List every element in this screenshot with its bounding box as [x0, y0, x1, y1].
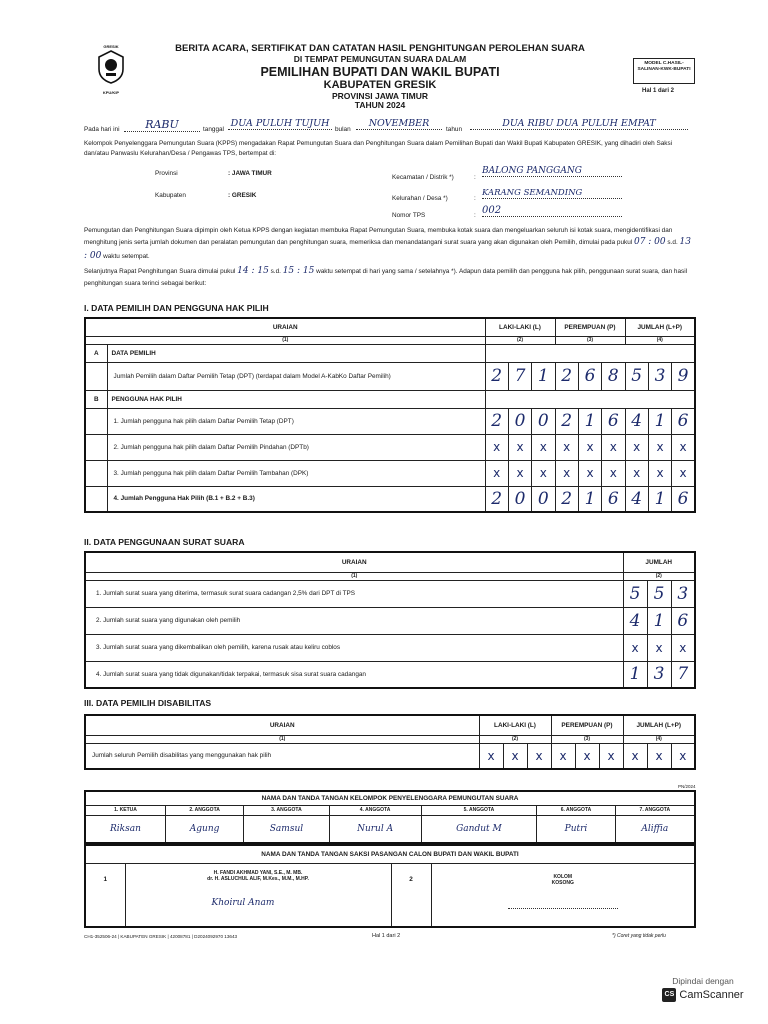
s1-b1-d5: 6 — [602, 408, 625, 434]
s1-b2-d2: x — [532, 434, 555, 460]
kpps-role-7: 7. ANGGOTA — [615, 805, 695, 815]
s3-num-3: (3) — [551, 735, 623, 743]
s2-r2-d0: 4 — [623, 607, 647, 634]
s1-b1-d3: 2 — [555, 408, 578, 434]
s1-b4-d8: 6 — [672, 486, 695, 512]
s2-r1-d1: 5 — [647, 580, 671, 607]
start-time-2: 14 : 15 — [237, 266, 269, 276]
s1-b2-d1: x — [508, 434, 531, 460]
saksi-2-no: 2 — [391, 863, 431, 927]
s1-num-3: (3) — [555, 336, 625, 344]
kelurahan-colon: : — [474, 195, 476, 202]
sd-2: s.d. — [270, 268, 281, 275]
kabupaten-label: Kabupaten — [155, 192, 186, 199]
end-time-2: 15 : 15 — [282, 266, 315, 276]
kpps-sig-7: Aliffia — [615, 815, 695, 843]
s3-d3: x — [551, 743, 575, 769]
s1-b2-d8: x — [672, 434, 695, 460]
tps-value: 002 — [482, 205, 622, 217]
footer-code: CH1-352506-24 | KABUPATEN GRESIK | 42008781 | D2024092970 13643 — [84, 934, 238, 939]
s2-row-4 — [85, 661, 695, 688]
s1-a-d0: 2 — [485, 362, 508, 390]
s3-col-p: PEREMPUAN (P) — [551, 715, 623, 735]
s1-b2-d5: x — [602, 434, 625, 460]
s1-a-d2: 1 — [532, 362, 555, 390]
s1-b3-d6: x — [625, 460, 648, 486]
s3-d4: x — [575, 743, 599, 769]
intro-tahun-value: DUA RIBU DUA PULUH EMPAT — [470, 118, 688, 130]
s3-d6: x — [623, 743, 647, 769]
intro-bulan-value: NOVEMBER — [356, 118, 442, 130]
kecamatan-colon: : — [474, 174, 476, 181]
logo-top-text: GRESIK — [103, 44, 119, 49]
intro-pada-hari-label: Pada hari ini — [84, 126, 120, 133]
s1-b-title: PENGGUNA HAK PILIH — [107, 390, 485, 408]
model-box: MODEL C.HASIL-SALINAN-KWK-BUPATI — [633, 58, 695, 84]
document-title — [150, 44, 610, 111]
s2-r4-d2: 7 — [671, 661, 695, 688]
provinsi-label: Provinsi — [155, 170, 178, 177]
kelurahan-label: Kelurahan / Desa *) — [392, 195, 448, 202]
s2-r3-d0: x — [623, 634, 647, 661]
body-para3b-text: waktu setempat di hari yang sama / setelahnya *). Adapun data pemilih dan pengguna hak pilih, penggunaan surat suara, dan hasil penghitungan suara terinci sebagai berikut: — [84, 268, 688, 287]
section-1-table — [84, 317, 696, 513]
section-3-table — [84, 714, 696, 770]
s1-b2-d6: x — [625, 434, 648, 460]
s1-b2-d3: x — [555, 434, 578, 460]
s1-code-a: A — [85, 344, 107, 362]
saksi-2-name-1: KOLOM — [553, 873, 573, 880]
s2-r3-d1: x — [647, 634, 671, 661]
s3-col-lp: JUMLAH (L+P) — [623, 715, 695, 735]
s1-b4-label: 4. Jumlah Pengguna Hak Pilih (B.1 + B.2 + B.3) — [107, 486, 485, 512]
s2-row-1 — [85, 580, 695, 607]
kpps-sig-2: Agung — [165, 815, 243, 843]
s1-b3-d2: x — [532, 460, 555, 486]
kpps-role-5: 5. ANGGOTA — [421, 805, 537, 815]
intro-tanggal-value: DUA PULUH TUJUH — [228, 118, 332, 130]
kpps-sig-5: Gandut M — [421, 815, 537, 843]
tps-label: Nomor TPS — [392, 212, 426, 219]
s1-row-b1 — [85, 408, 695, 434]
saksi-signature-title: NAMA DAN TANDA TANGAN SAKSI PASANGAN CALON BUPATI DAN WAKIL BUPATI — [85, 845, 695, 863]
s2-r2-d2: 6 — [671, 607, 695, 634]
tps-colon: : — [474, 212, 476, 219]
s1-b3-d1: x — [508, 460, 531, 486]
s2-r1-d2: 3 — [671, 580, 695, 607]
s1-a-d3: 2 — [555, 362, 578, 390]
kpps-role-3: 3. ANGGOTA — [244, 805, 329, 815]
s1-a-d7: 3 — [648, 362, 671, 390]
s1-b1-d7: 1 — [648, 408, 671, 434]
kpps-sig-1: Riksan — [85, 815, 165, 843]
s1-row-a — [85, 362, 695, 390]
s1-num-2: (2) — [485, 336, 555, 344]
s1-b4-d6: 4 — [625, 486, 648, 512]
s2-r1-label: 1. Jumlah surat suara yang diterima, termasuk surat suara cadangan 2,5% dari DPT di TPS — [85, 580, 623, 607]
s1-b4-d2: 0 — [532, 486, 555, 512]
logo-bottom-text: KPU/KIP — [102, 90, 120, 95]
saksi-1-name-1: H. FANDI AKHMAD YANI, S.E., M. MB. — [213, 869, 303, 876]
section-1-title: I. DATA PEMILIH DAN PENGGUNA HAK PILIH — [84, 303, 269, 313]
s1-b1-d0: 2 — [485, 408, 508, 434]
waktu-label: waktu setempat. — [103, 252, 150, 260]
kabupaten-value: : GRESIK — [228, 192, 257, 199]
s1-col-p: PEREMPUAN (P) — [555, 318, 625, 336]
kpps-sig-6: Putri — [537, 815, 615, 843]
s1-num-1: (1) — [85, 336, 485, 344]
kpps-role-4: 4. ANGGOTA — [329, 805, 421, 815]
intro-tanggal-label: tanggal — [203, 126, 224, 133]
s3-col-uraian: URAIAN — [85, 715, 479, 735]
title-line-4: KABUPATEN GRESIK — [323, 79, 437, 92]
s1-b1-d1: 0 — [508, 408, 531, 434]
s1-b3-label: 3. Jumlah pengguna hak pilih dalam Daftar Pemilih Tambahan (DPK) — [107, 460, 485, 486]
section-3-ref: PN/2024 — [678, 784, 696, 789]
s2-r4-d1: 3 — [647, 661, 671, 688]
saksi-2-signature-line — [508, 908, 618, 909]
s1-col-lp: JUMLAH (L+P) — [625, 318, 695, 336]
s1-b4-d0: 2 — [485, 486, 508, 512]
kpps-signature-table — [84, 790, 696, 844]
s1-b3-d7: x — [648, 460, 671, 486]
title-line-5: PROVINSI JAWA TIMUR — [331, 90, 429, 101]
start-time-1: 07 : 00 — [633, 236, 666, 247]
s3-row-label: Jumlah seluruh Pemilih disabilitas yang menggunakan hak pilih — [85, 743, 479, 769]
s3-num-1: (1) — [85, 735, 479, 743]
s1-b4-d3: 2 — [555, 486, 578, 512]
s1-b2-d7: x — [648, 434, 671, 460]
body-paragraph-3 — [84, 265, 692, 289]
s1-a-d8: 9 — [672, 362, 695, 390]
kpps-signature-title: NAMA DAN TANDA TANGAN KELOMPOK PENYELENGGARA PEMUNGUTAN SUARA — [85, 791, 695, 805]
kecamatan-value: BALONG PANGGANG — [482, 166, 622, 177]
s3-d7: x — [647, 743, 671, 769]
page-label-top: Hal 1 dari 2 — [642, 88, 675, 94]
s2-col-uraian: URAIAN — [85, 552, 623, 572]
kpps-role-6: 6. ANGGOTA — [537, 805, 615, 815]
kpps-role-2: 2. ANGGOTA — [165, 805, 243, 815]
kecamatan-label: Kecamatan / Distrik *) — [392, 174, 454, 181]
kpu-emblem-icon — [96, 49, 126, 85]
s1-b2-label: 2. Jumlah pengguna hak pilih dalam Daftar Pemilih Pindahan (DPTb) — [107, 434, 485, 460]
s2-r2-label: 2. Jumlah surat suara yang digunakan oleh pemilih — [85, 607, 623, 634]
s1-b4-d5: 6 — [602, 486, 625, 512]
title-line-1: BERITA ACARA, SERTIFIKAT DAN CATATAN HASIL PENGHITUNGAN PEROLEHAN SUARA — [175, 43, 585, 54]
s3-col-l: LAKI-LAKI (L) — [479, 715, 551, 735]
scanner-line-2: CamScanner — [679, 989, 744, 1001]
s1-b1-d2: 0 — [532, 408, 555, 434]
s1-b4-d1: 0 — [508, 486, 531, 512]
title-line-2: DI TEMPAT PEMUNGUTAN SUARA DALAM — [293, 53, 467, 64]
saksi-signature-table — [84, 844, 696, 928]
intro-bulan-label: bulan — [335, 126, 351, 133]
s2-r1-d0: 5 — [623, 580, 647, 607]
scanner-line-1: Dipindai dengan — [672, 976, 734, 986]
body-para3-text: Selanjutnya Rapat Penghitungan Suara dimulai pukul — [84, 268, 236, 275]
s2-r3-label: 3. Jumlah surat suara yang dikembalikan oleh pemilih, karena rusak atau keliru coblos — [85, 634, 623, 661]
s3-d0: x — [479, 743, 503, 769]
s1-col-uraian: URAIAN — [85, 318, 485, 336]
section-2-table — [84, 551, 696, 689]
title-line-6: TAHUN 2024 — [354, 100, 406, 111]
saksi-1-name-2: dr. H. ASLUCHUL ALIF, M.Kes., M.M., M.HP. — [207, 875, 309, 882]
intro-paragraph: Kelompok Penyelenggara Pemungutan Suara (KPPS) mengadakan Rapat Pemungutan Suara dan Penghitungan Suara dalam Pemilihan Bupati dan Wakil Bupati Kabupaten GRESIK, yang dihadiri oleh Saksi dan/atau Panwaslu Kelurahan/Desa / Pengawas TPS, bertempat di: — [84, 140, 673, 157]
provinsi-value: : JAWA TIMUR — [228, 170, 272, 177]
s3-num-2: (2) — [479, 735, 551, 743]
camscanner-icon: CS — [662, 988, 676, 1002]
s1-b3-d0: x — [485, 460, 508, 486]
s2-r4-d0: 1 — [623, 661, 647, 688]
s3-d8: x — [671, 743, 695, 769]
footer-page: Hal 1 dari 2 — [372, 933, 401, 939]
saksi-1-signature: Khoirul Anam — [211, 897, 275, 908]
s1-code-b: B — [85, 390, 107, 408]
s1-row-b2 — [85, 434, 695, 460]
s2-r4-label: 4. Jumlah surat suara yang tidak digunakan/tidak terpakai, termasuk sisa surat suara cadangan — [85, 661, 623, 688]
end-time-1: 13 : 00 — [84, 236, 691, 261]
s1-a-row-label: Jumlah Pemilih dalam Daftar Pemilih Tetap (DPT) (terdapat dalam Model A-KabKo Daftar Pemilih) — [107, 362, 485, 390]
kpu-logo — [94, 44, 128, 102]
s1-row-b3 — [85, 460, 695, 486]
kpps-role-1: 1. KETUA — [85, 805, 165, 815]
saksi-2-name-2: KOSONG — [551, 879, 574, 886]
intro-hari-value: RABU — [124, 118, 200, 132]
saksi-1-no: 1 — [85, 863, 125, 927]
s3-d2: x — [527, 743, 551, 769]
s2-row-3 — [85, 634, 695, 661]
scanner-watermark — [650, 976, 756, 1002]
s2-r2-d1: 1 — [647, 607, 671, 634]
footer-note: *) Coret yang tidak perlu — [612, 933, 666, 939]
s1-b1-d8: 6 — [672, 408, 695, 434]
s2-row-2 — [85, 607, 695, 634]
s2-col-jumlah: JUMLAH — [623, 552, 695, 572]
s3-d5: x — [599, 743, 623, 769]
s2-num-2: (2) — [623, 572, 695, 580]
s1-b2-d4: x — [578, 434, 601, 460]
intro-tahun-label: tahun — [446, 126, 462, 133]
s3-num-4: (4) — [623, 735, 695, 743]
s1-b4-d4: 1 — [578, 486, 601, 512]
s1-b1-d4: 1 — [578, 408, 601, 434]
body-paragraph-2 — [84, 226, 692, 264]
s1-col-l: LAKI-LAKI (L) — [485, 318, 555, 336]
s1-b4-d7: 1 — [648, 486, 671, 512]
section-3-title: III. DATA PEMILIH DISABILITAS — [84, 698, 212, 708]
kelurahan-value: KARANG SEMANDING — [482, 188, 622, 199]
s1-b3-d8: x — [672, 460, 695, 486]
s2-num-1: (1) — [85, 572, 623, 580]
s1-a-title: DATA PEMILIH — [107, 344, 485, 362]
s3-d1: x — [503, 743, 527, 769]
s1-b3-d5: x — [602, 460, 625, 486]
title-line-3: PEMILIHAN BUPATI DAN WAKIL BUPATI — [260, 64, 500, 79]
s1-row-b4 — [85, 486, 695, 512]
s1-b3-d3: x — [555, 460, 578, 486]
s1-b3-d4: x — [578, 460, 601, 486]
s3-row — [85, 743, 695, 769]
s1-b2-d0: x — [485, 434, 508, 460]
body-para2-text: Pemungutan dan Penghitungan Suara dipimpin oleh Ketua KPPS dengan kegiatan membuka Rapat Pemungutan Suara, membuka kotak suara dan mengeluarkan seluruh isi kotak suara, mengidentifikasi dan menghitung jenis serta jumlah dokumen dan peralatan pemungutan dan penghitungan suara, memeriksa dan menandatangani surat suara yang akan digunakan oleh Pemilih, dimulai pada pukul — [84, 227, 673, 246]
s1-num-4: (4) — [625, 336, 695, 344]
s1-a-d6: 5 — [625, 362, 648, 390]
s1-a-d1: 7 — [508, 362, 531, 390]
s2-r3-d2: x — [671, 634, 695, 661]
section-2-title: II. DATA PENGGUNAAN SURAT SUARA — [84, 537, 245, 547]
s1-b1-d6: 4 — [625, 408, 648, 434]
s1-a-d5: 8 — [602, 362, 625, 390]
s1-b1-label: 1. Jumlah pengguna hak pilih dalam Daftar Pemilih Tetap (DPT) — [107, 408, 485, 434]
s1-a-d4: 6 — [578, 362, 601, 390]
sd-1: s.d. — [667, 238, 678, 246]
kpps-sig-3: Samsul — [244, 815, 329, 843]
kpps-sig-4: Nurul A — [329, 815, 421, 843]
